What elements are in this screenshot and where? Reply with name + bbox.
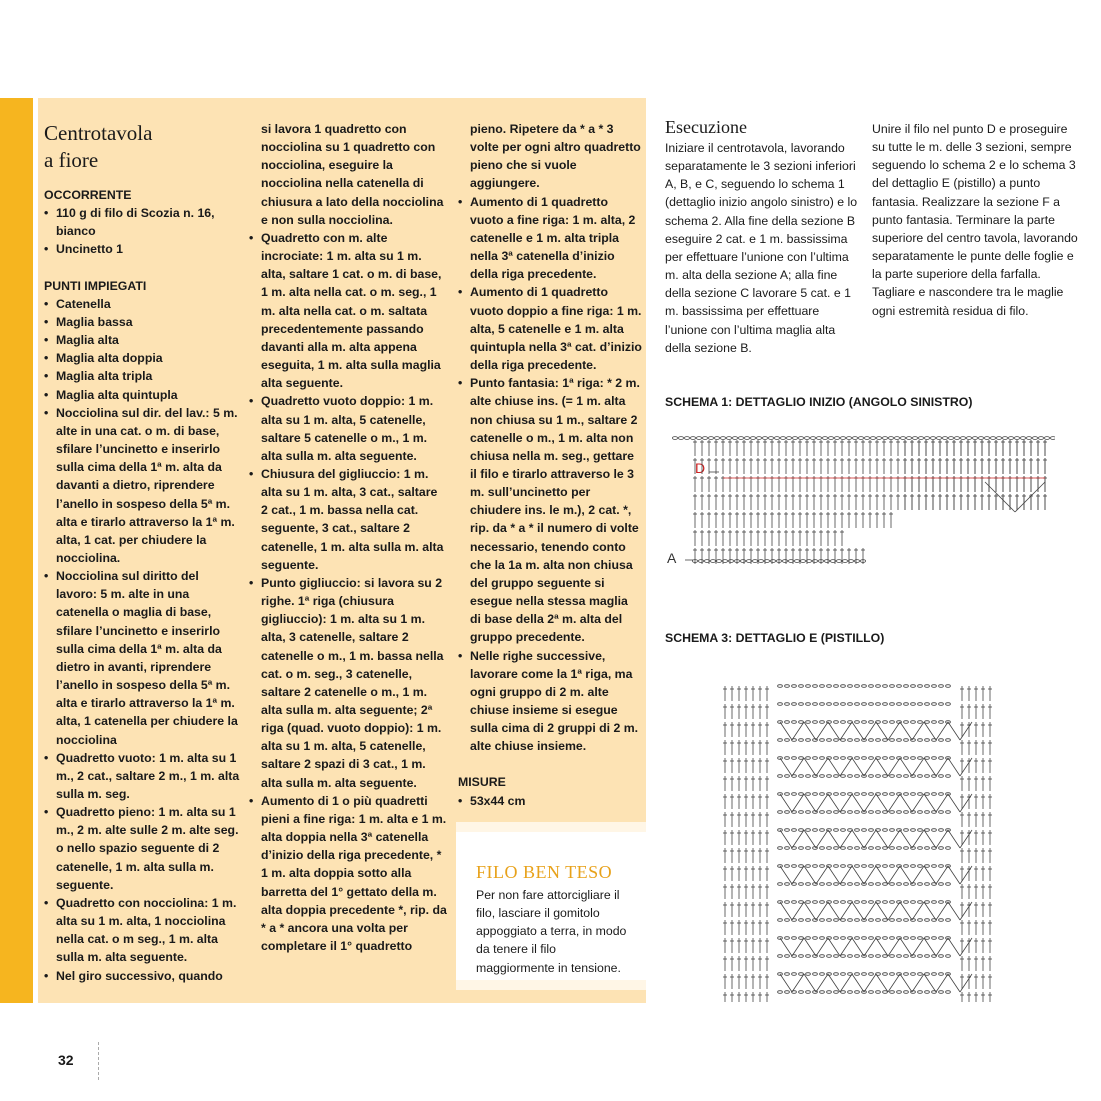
esecuzione-title: Esecuzione [665,117,747,137]
page-title: Centrotavola a fiore [44,121,153,172]
column-2 [249,120,447,955]
list-item: • Chiusura del gigliuccio: 1 m. alta su 1 m. alta, 3 cat., saltare 2 cat., 1 m. bassa nella cat. seguente, 3 cat., saltare 2 catenelle, 1 m. alta sulla m. alta seguente. [249,465,447,574]
list-item: • Quadretto vuoto: 1 m. alta su 1 m., 2 cat., saltare 2 m., 1 m. alta sulla m. seg. [44,749,240,803]
punti-list-continued [458,193,642,756]
list-item: • Aumento di 1 quadretto vuoto a fine riga: 1 m. alta, 2 catenelle e 1 m. alta tripla nella 3ª catenella d’inizio della riga precedente. [458,193,642,284]
accent-side-band [0,98,33,1003]
list-item: • Nocciolina sul diritto del lavoro: 5 m. alte in una catenella o maglia di base, sfilare l’uncinetto e inserirlo sulla cima della 1ª m. alta da dietro in avanti, riprendere l’anello in sospeso della 5ª m. alta e tirarlo attraverso la 1ª m. alta, 1 catenella per chiudere la nocciolina [44,567,240,749]
list-item: • Quadretto vuoto doppio: 1 m. alta su 1 m. alta, 5 catenelle, saltare 5 catenelle o m., 1 m. alta sulla m. alta seguente. [249,392,447,465]
esecuzione-text-2: Unire il filo nel punto D e proseguire su tutte le m. delle 3 sezioni, sempre seguendo lo schema 2 e lo schema 3 del dettaglio E (pistillo) a punto fantasia. Realizzare la sezione F a punto fantasia. Terminare la parte superiore del centro tavola, lavorando separatamente le punte delle foglie e la parte superiore della farfalla. Tagliare e nascondere tra le maglie ogni estremità residua di filo. [872,122,1078,318]
list-item: • Aumento di 1 quadretto vuoto doppio a fine riga: 1 m. alta, 5 catenelle e 1 m. alta quintupla nella 3ª cat. d’inizio della riga precedente. [458,283,642,374]
label-a: A [667,550,677,566]
continued-text: pieno. Ripetere da * a * 3 volte per ogni altro quadretto pieno che si vuole aggiungere. [470,122,641,191]
misure-list [458,792,642,810]
list-item: • 53x44 cm [458,792,642,810]
list-item: • Punto gigliuccio: si lavora su 2 righe. 1ª riga (chiusura gigliuccio): 1 m. alta su 1 m. alta, 3 catenelle, saltare 2 catenelle o m., 1 m. bassa nella cat. o m. seg., 3 catenelle, saltare 2 catenelle o m., 1 m. alta sulla m. alta seguente; 2ª riga (quad. vuoto doppio): 1 m. alta su 1 m. alta, 5 catenelle, saltare 2 spazi di 3 cat., 1 m. alta sulla m. alta seguente. [249,574,447,792]
tip-title: FILO BEN TESO [476,862,613,882]
page-divider [98,1042,99,1080]
list-item: • Quadretto con nocciolina: 1 m. alta su 1 m. alta, 1 nocciolina nella cat. o m seg., 1 m. alta sulla m. alta seguente. [44,894,240,967]
list-item: • Maglia alta [44,331,240,349]
list-item: • 110 g di filo di Scozia n. 16, bianco [44,204,240,240]
list-item: • Maglia alta doppia [44,349,240,367]
schema3-title: SCHEMA 3: DETTAGLIO E (PISTILLO) [665,631,885,645]
schema3-diagram [720,682,1000,1002]
list-item: • Quadretto con m. alte incrociate: 1 m. alta su 1 m. alta, saltare 1 cat. o m. di base, 1 m. alta nella cat. o m. seg., 1 m. alta nella cat. o m. saltata precedentemente passando davanti alla m. alta appena eseguita, 1 m. alta sulla maglia alta seguente. [249,229,447,392]
esecuzione-text-1: Iniziare il centrotavola, lavorando separatamente le 3 sezioni inferiori A, B, e C, seguendo lo schema 1 (dettaglio inizio angolo sinistro) e lo schema 2. Alla fine della sezione B eseguire 2 cat. e 1 m. bassissima per effettuare l’unione con l’ultima m. alta della sezione A; alla fine della sezione C lavorare 5 cat. e 1 m. bassissima per effettuare l’unione con l’ultima maglia alta della sezione B. [665,141,858,355]
list-item: • Maglia bassa [44,313,240,331]
schema1-diagram [665,432,1055,567]
list-item: • Punto fantasia: 1ª riga: * 2 m. alte chiuse ins. (= 1 m. alta non chiusa su 1 m., saltare 2 catenelle o m., 1 m. alta non chiusa nella m. seg., gettare il filo e tirarlo attraverso le 3 m. sull’uncinetto per chiudere ins. le m.), 2 cat. *, rip. da * a * il numero di volte necessario, tenendo conto che la 1a m. alta non chiusa del gruppo seguente si esegue nella stessa maglia di base della 2ª m. alta del gruppo precedente. [458,374,642,646]
misure-heading: MISURE [458,775,506,790]
list-item: • Maglia alta quintupla [44,386,240,404]
tip-box [456,822,646,990]
punti-list [44,295,240,985]
tip-text: Per non fare attorcigliare il filo, lasciare il gomitolo appoggiato a terra, in modo da tenere il filo maggiormente in tensione. [476,888,627,975]
list-item: • Nocciolina sul dir. del lav.: 5 m. alte in una cat. o m. di base, sfilare l’uncinetto e inserirlo sulla cima della 1ª m. alta da davanti a dietro, riprendere l’anello in sospeso della 5ª m. alta e tirarlo attraverso la 1ª m. alta, 1 cat. per chiudere la nocciolina. [44,404,240,567]
column-3 [458,120,642,810]
page-number: 32 [58,1052,74,1068]
list-item: • Nel giro successivo, quando [44,967,240,985]
schema1-title: SCHEMA 1: DETTAGLIO INIZIO (ANGOLO SINISTRO) [665,395,973,409]
punti-heading: PUNTI IMPIEGATI [44,278,147,293]
occorrente-heading: OCCORRENTE [44,188,132,202]
label-d: D [695,460,706,476]
occorrente-list [44,204,240,258]
list-item: • Uncinetto 1 [44,240,240,258]
punti-list-continued [249,229,447,955]
list-item: • Catenella [44,295,240,313]
list-item: • Aumento di 1 o più quadretti pieni a fine riga: 1 m. alta e 1 m. alta doppia nella 3ª catenella d’inizio della riga precedente, * 1 m. alta doppia sotto alla barretta del 1° gettato della m. alta doppia precedente *, rip. da * a * ancora una volta per completare il 1° quadretto [249,792,447,955]
column-1 [44,120,240,985]
continued-text: si lavora 1 quadretto con nocciolina su 1 quadretto con nocciolina, eseguire la nocciolina nella catenella di chiusura a lato della nocciolina e non sulla nocciolina. [261,122,444,227]
list-item: • Maglia alta tripla [44,367,240,385]
list-item: • Quadretto pieno: 1 m. alta su 1 m., 2 m. alte sulle 2 m. alte seg. o nello spazio seguente di 2 catenelle, 1 m. alta sulla m. seguente. [44,803,240,894]
list-item: • Nelle righe successive, lavorare come la 1ª riga, ma ogni gruppo di 2 m. alte chiuse insieme si esegue sulla cima di 2 gruppi di 2 m. alte chiuse insieme. [458,647,642,756]
